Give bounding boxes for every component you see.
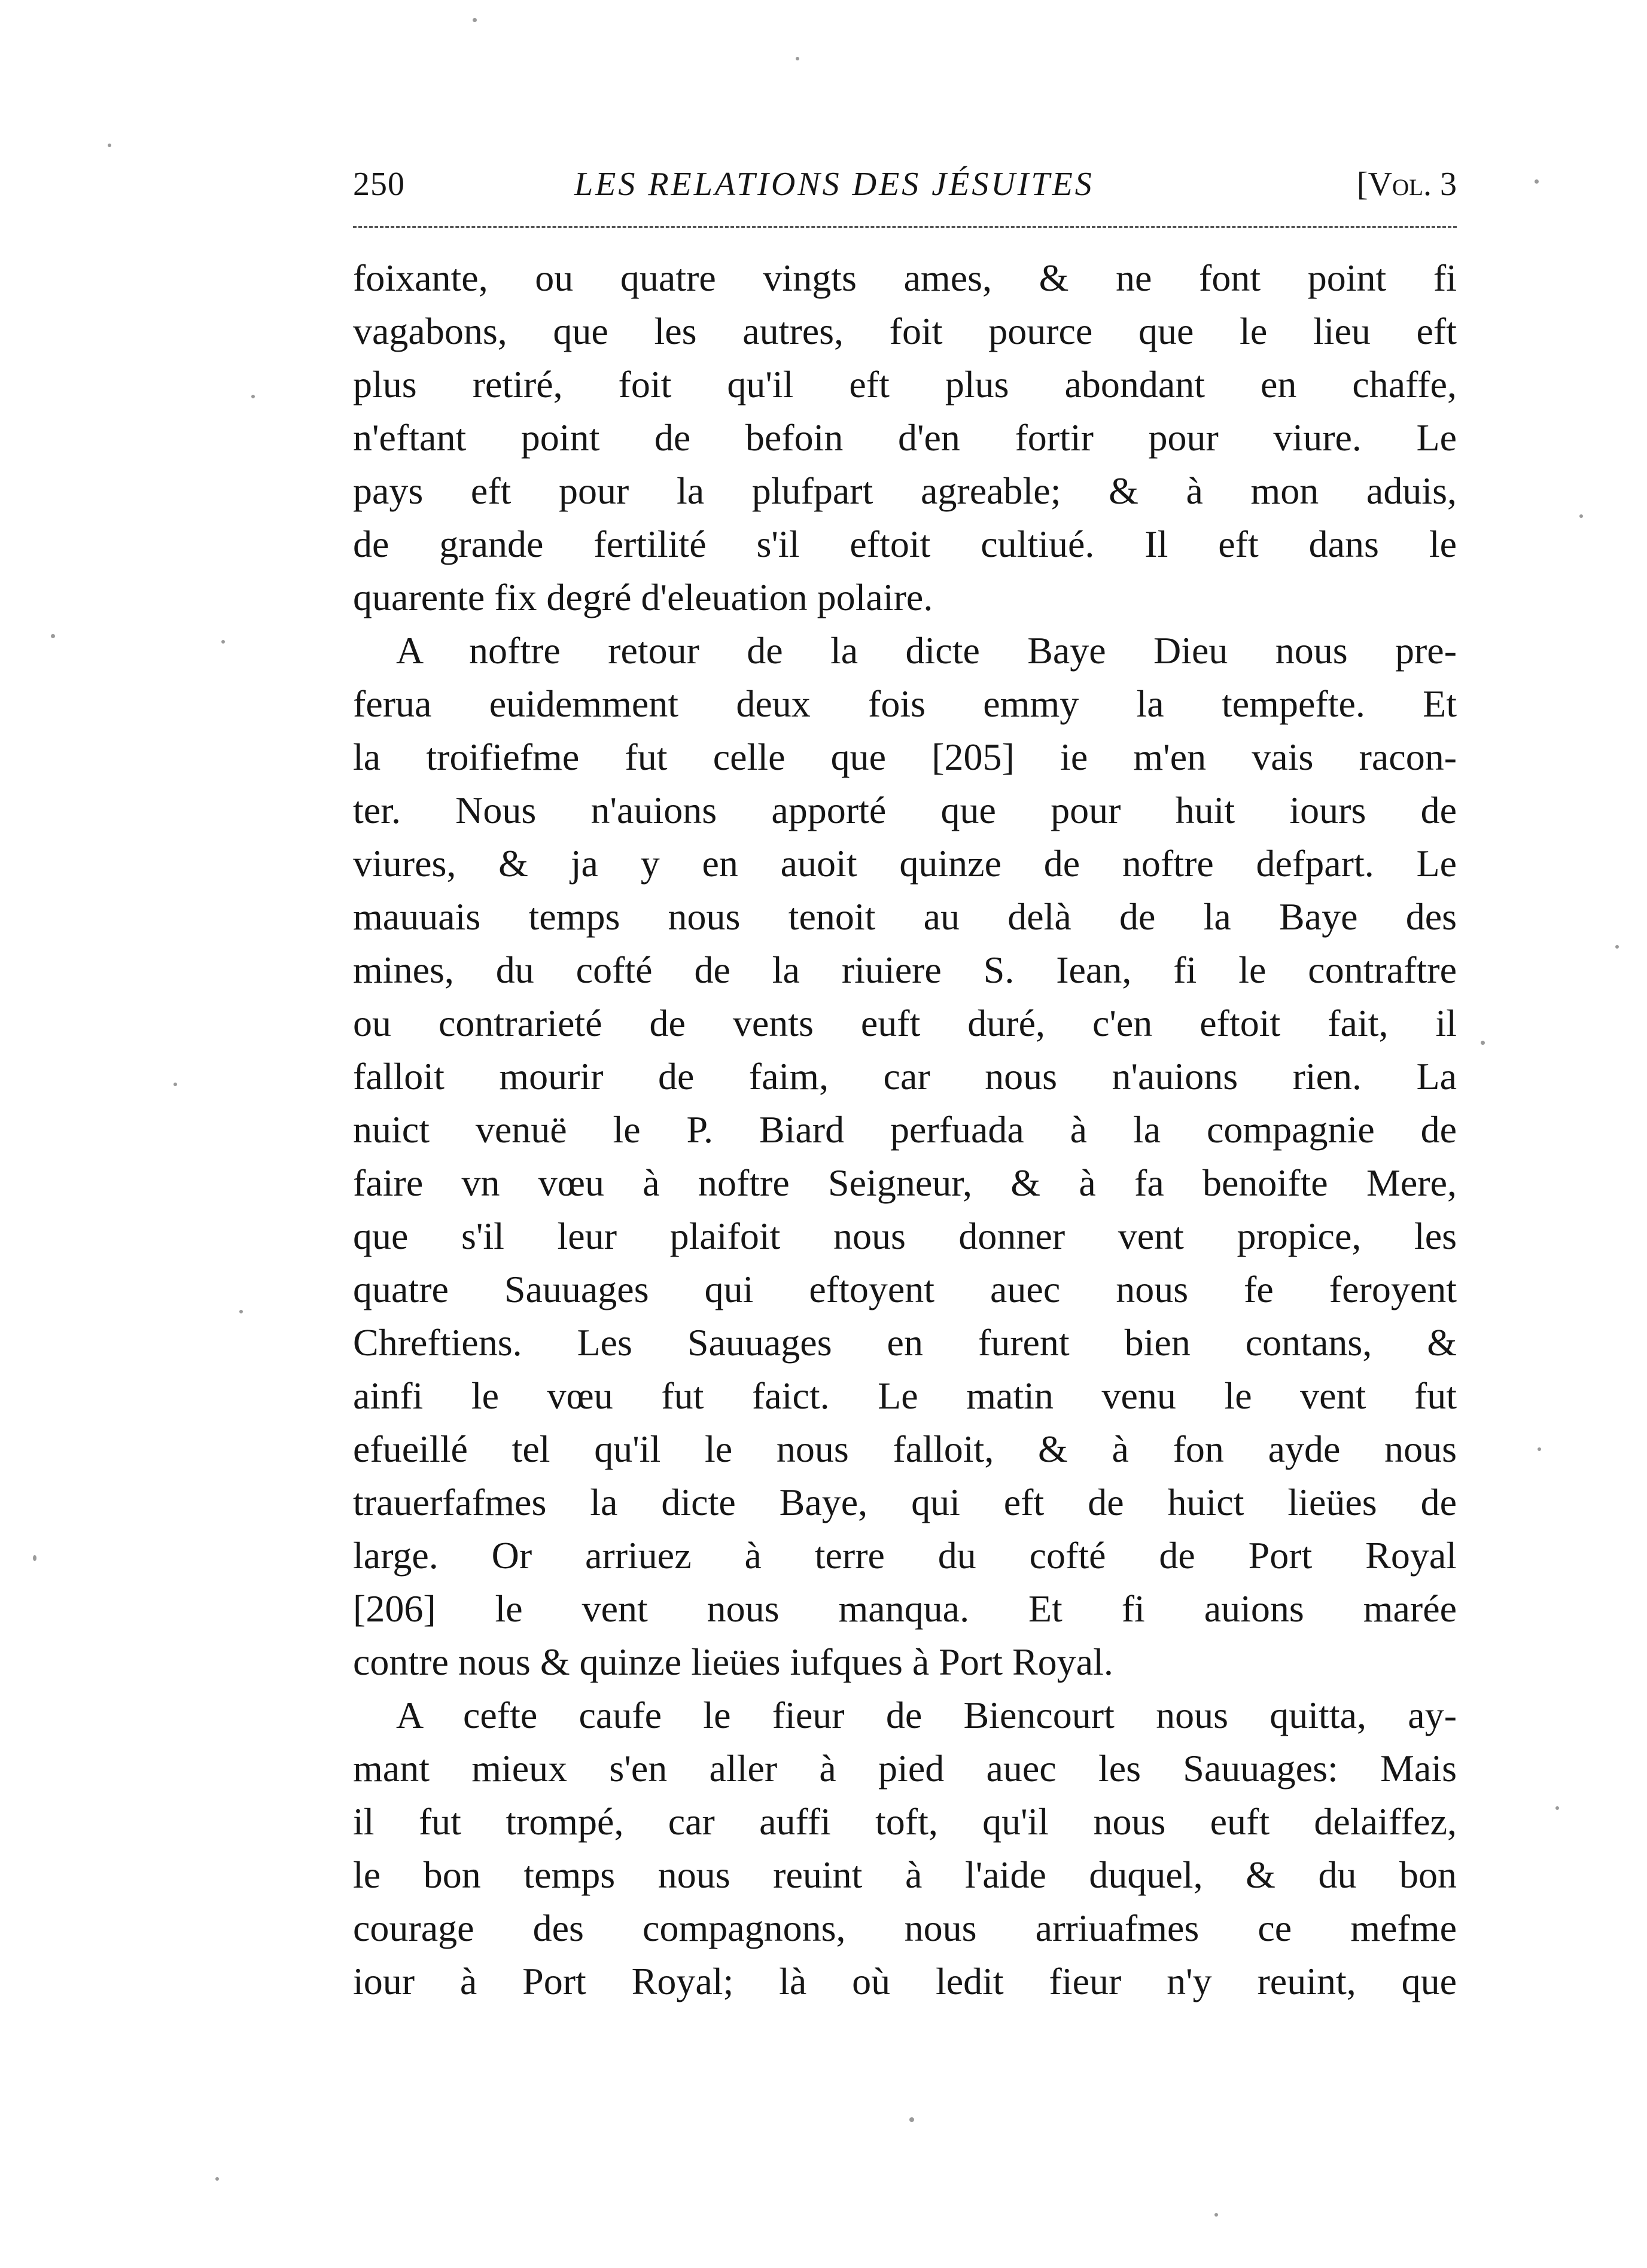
text-line: falloit mourir de faim, car nous n'auions rien. La [353,1055,1457,1098]
text-line: plus retiré, foit qu'il eft plus abondant en chaffe, [353,363,1457,406]
text-line: mines, du cofté de la riuiere S. Iean, fi le contraftre [353,949,1457,991]
scan-speck [796,57,799,60]
text-line: trauerfafmes la dicte Baye, qui eft de huict lieües de [353,1481,1457,1523]
text-line: pays eft pour la plufpart agreable; & à mon aduis, [353,470,1457,512]
text-line: n'eftant point de befoin d'en fortir pour viure. Le [353,416,1457,459]
scan-speck [909,2117,914,2122]
scan-speck [1481,1041,1485,1045]
text-line: Chreftiens. Les Sauuages en furent bien contans, & [353,1321,1457,1364]
text-line: efueillé tel qu'il le nous falloit, & à fon ayde nous [353,1428,1457,1470]
text-line: vagabons, que les autres, foit pource que le lieu eft [353,310,1457,352]
scan-speck [1579,514,1583,518]
scan-speck [221,640,225,644]
scan-speck [33,1555,36,1561]
text-line: large. Or arriuez à terre du cofté de Port Royal [353,1534,1457,1577]
text-line: quarente fix degré d'eleuation polaire. [353,576,933,618]
text-line: que s'il leur plaifoit nous donner vent propice, les [353,1215,1457,1257]
paragraph-start-line: A noftre retour de la dicte Baye Dieu nous pre- [396,629,1457,672]
text-line: nuict venuë le P. Biard perfuada à la compagnie de [353,1108,1457,1151]
scan-speck [251,395,255,398]
text-line: ferua euidemment deux fois emmy la tempefte. Et [353,682,1457,725]
body-text [353,251,1457,2008]
text-line: quatre Sauuages qui eftoyent auec nous fe feroyent [353,1268,1457,1310]
text-line: iour à Port Royal; là où ledit fieur n'y reuint, que [353,1960,1457,2002]
volume-label: [Vol. 3 [1356,166,1457,203]
text-line: contre nous & quinze lieües iufques à Port Royal. [353,1641,1113,1683]
scan-speck [1535,179,1539,184]
running-head [353,160,1457,208]
scan-speck [239,1310,243,1313]
text-line: ainfi le vœu fut faict. Le matin venu le vent fut [353,1374,1457,1417]
scan-speck [1214,2213,1218,2217]
text-line: courage des compagnons, nous arriuafmes ce mefme [353,1907,1457,1949]
text-line: de grande fertilité s'il eftoit cultiué. Il eft dans le [353,523,1457,565]
text-line: ter. Nous n'auions apporté que pour huit iours de [353,789,1457,831]
scan-speck [473,18,477,22]
text-line: [206] le vent nous manqua. Et fi auions marée [353,1587,1457,1630]
scan-speck [173,1083,177,1086]
scan-speck [108,144,111,147]
scan-speck [1555,1806,1559,1810]
text-line: mant mieux s'en aller à pied auec les Sauuages: Mais [353,1747,1457,1790]
book-title: LES RELATIONS DES JÉSUITES [574,166,1094,203]
header-rule [353,226,1457,228]
text-line: faire vn vœu à noftre Seigneur, & à fa benoifte Mere, [353,1162,1457,1204]
scan-speck [51,634,55,638]
scan-speck [1538,1447,1541,1451]
page-number: 250 [353,166,405,203]
text-line: ou contrarieté de vents euft duré, c'en eftoit fait, il [353,1002,1457,1044]
scan-speck [1615,945,1619,949]
text-line: mauuais temps nous tenoit au delà de la Baye des [353,895,1457,938]
paragraph-start-line: A cefte caufe le fieur de Biencourt nous quitta, ay- [396,1694,1457,1736]
text-line: il fut trompé, car auffi toft, qu'il nous euft delaiffez, [353,1800,1457,1843]
text-line: foixante, ou quatre vingts ames, & ne font point fi [353,257,1457,299]
text-line: la troifiefme fut celle que [205] ie m'en vais racon- [353,736,1457,778]
text-line: viures, & ja y en auoit quinze de noftre defpart. Le [353,842,1457,885]
scan-speck [215,2177,219,2181]
text-line: le bon temps nous reuint à l'aide duquel, & du bon [353,1854,1457,1896]
